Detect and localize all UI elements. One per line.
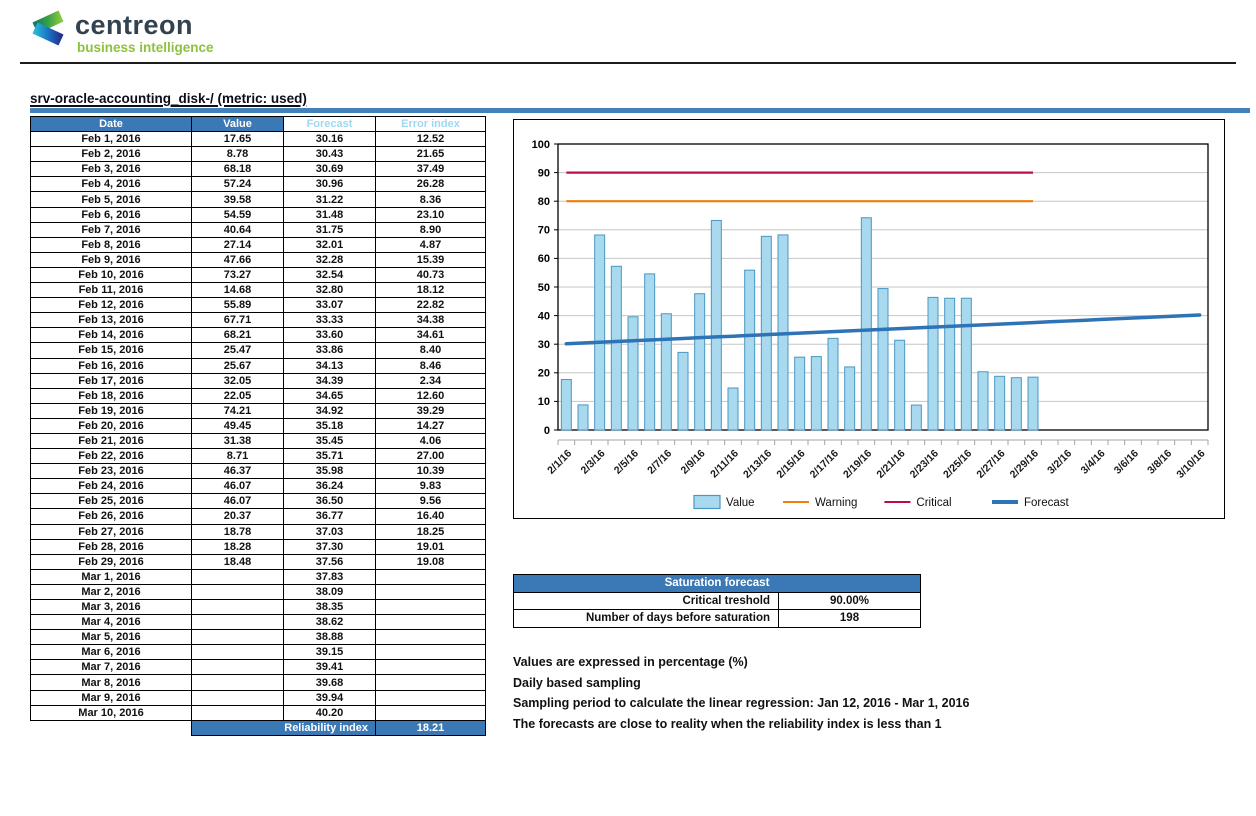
table-row [31, 630, 486, 645]
svg-text:3/6/16: 3/6/16 [1111, 447, 1141, 477]
forecast-cell: 36.77 [284, 509, 376, 524]
date-cell: Mar 5, 2016 [31, 630, 192, 645]
svg-text:40: 40 [537, 310, 550, 323]
date-cell: Mar 7, 2016 [31, 660, 192, 675]
value-cell: 68.21 [192, 328, 284, 343]
bar [945, 298, 955, 430]
value-cell [192, 615, 284, 630]
table-row [31, 147, 486, 162]
error-cell: 19.01 [376, 539, 486, 554]
value-cell [192, 600, 284, 615]
table-row [31, 554, 486, 569]
value-cell [192, 705, 284, 720]
svg-text:2/9/16: 2/9/16 [678, 447, 708, 477]
forecast-cell: 30.43 [284, 147, 376, 162]
page-title: srv-oracle-accounting_disk-/ (metric: used) [30, 91, 307, 106]
svg-text:2/17/16: 2/17/16 [807, 447, 841, 481]
date-cell: Feb 25, 2016 [31, 494, 192, 509]
table-row [31, 705, 486, 720]
svg-text:2/19/16: 2/19/16 [841, 447, 875, 481]
bar [611, 266, 621, 430]
value-cell: 67.71 [192, 313, 284, 328]
legend-swatch-value [694, 496, 720, 509]
date-cell: Feb 5, 2016 [31, 192, 192, 207]
svg-text:2/13/16: 2/13/16 [741, 447, 775, 481]
bar [728, 388, 738, 430]
error-cell: 2.34 [376, 373, 486, 388]
svg-text:2/3/16: 2/3/16 [578, 447, 608, 477]
svg-text:2/5/16: 2/5/16 [611, 447, 641, 477]
error-cell: 14.27 [376, 418, 486, 433]
table-row [31, 433, 486, 448]
value-cell: 22.05 [192, 388, 284, 403]
date-cell: Mar 10, 2016 [31, 705, 192, 720]
table-row [31, 675, 486, 690]
table-row [31, 177, 486, 192]
table-row [31, 449, 486, 464]
table-row [31, 132, 486, 147]
error-cell: 27.00 [376, 449, 486, 464]
table-row [31, 252, 486, 267]
date-cell: Feb 14, 2016 [31, 328, 192, 343]
table-row [31, 192, 486, 207]
footer-spacer [31, 720, 192, 735]
bar [861, 218, 871, 430]
value-cell: 31.38 [192, 433, 284, 448]
error-cell: 8.40 [376, 343, 486, 358]
bar [895, 340, 905, 430]
date-cell: Feb 21, 2016 [31, 433, 192, 448]
date-cell: Feb 17, 2016 [31, 373, 192, 388]
forecast-cell: 37.30 [284, 539, 376, 554]
header-forecast: Forecast [284, 117, 376, 132]
date-cell: Feb 12, 2016 [31, 298, 192, 313]
forecast-cell: 34.92 [284, 403, 376, 418]
forecast-cell: 38.62 [284, 615, 376, 630]
legend-label: Warning [815, 497, 858, 509]
error-cell: 39.29 [376, 403, 486, 418]
svg-text:60: 60 [537, 253, 550, 266]
svg-text:2/21/16: 2/21/16 [874, 447, 908, 481]
svg-text:2/25/16: 2/25/16 [941, 447, 975, 481]
forecast-cell: 38.09 [284, 584, 376, 599]
forecast-cell: 30.69 [284, 162, 376, 177]
svg-text:2/23/16: 2/23/16 [907, 447, 941, 481]
forecast-cell: 35.71 [284, 449, 376, 464]
title-divider [30, 108, 1250, 113]
error-cell: 8.46 [376, 358, 486, 373]
days-before-saturation-value: 198 [779, 610, 921, 628]
date-cell: Feb 10, 2016 [31, 267, 192, 282]
forecast-cell: 33.60 [284, 328, 376, 343]
date-cell: Mar 4, 2016 [31, 615, 192, 630]
date-cell: Feb 3, 2016 [31, 162, 192, 177]
bar [828, 338, 838, 430]
forecast-cell: 36.50 [284, 494, 376, 509]
forecast-cell: 39.15 [284, 645, 376, 660]
value-cell: 18.48 [192, 554, 284, 569]
bar [978, 372, 988, 430]
header-divider [20, 62, 1236, 64]
date-cell: Feb 29, 2016 [31, 554, 192, 569]
value-cell [192, 584, 284, 599]
date-cell: Mar 2, 2016 [31, 584, 192, 599]
table-row [31, 388, 486, 403]
error-cell: 40.73 [376, 267, 486, 282]
svg-text:20: 20 [537, 367, 550, 380]
date-cell: Feb 27, 2016 [31, 524, 192, 539]
error-cell: 15.39 [376, 252, 486, 267]
date-cell: Feb 19, 2016 [31, 403, 192, 418]
value-cell: 18.28 [192, 539, 284, 554]
error-cell: 4.06 [376, 433, 486, 448]
legend-label: Value [726, 497, 755, 509]
table-row [31, 162, 486, 177]
critical-threshold-label: Critical treshold [514, 592, 779, 610]
data-table-body [31, 132, 486, 721]
table-row [31, 207, 486, 222]
chart-legend [694, 496, 1070, 510]
table-row [31, 222, 486, 237]
legend-label: Critical [916, 497, 952, 509]
error-cell: 9.83 [376, 479, 486, 494]
y-axis [532, 139, 558, 437]
value-cell [192, 675, 284, 690]
error-cell: 18.12 [376, 283, 486, 298]
centreon-logo [22, 8, 214, 55]
table-row [31, 237, 486, 252]
svg-text:2/29/16: 2/29/16 [1007, 447, 1041, 481]
forecast-cell: 35.45 [284, 433, 376, 448]
bar [811, 357, 821, 430]
forecast-cell: 33.33 [284, 313, 376, 328]
table-row [31, 267, 486, 282]
centreon-logo-icon [22, 8, 66, 48]
value-cell [192, 630, 284, 645]
date-cell: Feb 20, 2016 [31, 418, 192, 433]
table-header-row [31, 117, 486, 132]
value-cell [192, 645, 284, 660]
date-cell: Feb 6, 2016 [31, 207, 192, 222]
value-cell: 55.89 [192, 298, 284, 313]
bar [1028, 377, 1038, 430]
error-cell [376, 569, 486, 584]
error-cell: 23.10 [376, 207, 486, 222]
error-cell [376, 584, 486, 599]
value-cell: 73.27 [192, 267, 284, 282]
error-cell [376, 675, 486, 690]
value-cell: 25.67 [192, 358, 284, 373]
forecast-cell: 32.80 [284, 283, 376, 298]
forecast-cell: 39.41 [284, 660, 376, 675]
svg-text:2/11/16: 2/11/16 [708, 447, 741, 481]
value-cell [192, 660, 284, 675]
error-cell [376, 600, 486, 615]
forecast-cell: 31.22 [284, 192, 376, 207]
svg-text:0: 0 [543, 424, 550, 437]
bar [678, 352, 688, 430]
value-cell: 39.58 [192, 192, 284, 207]
date-cell: Feb 7, 2016 [31, 222, 192, 237]
forecast-cell: 33.07 [284, 298, 376, 313]
date-cell: Feb 18, 2016 [31, 388, 192, 403]
table-row [31, 615, 486, 630]
value-cell: 46.07 [192, 479, 284, 494]
forecast-cell: 34.65 [284, 388, 376, 403]
forecast-cell: 32.54 [284, 267, 376, 282]
value-cell: 74.21 [192, 403, 284, 418]
note-line: Values are expressed in percentage (%) [513, 655, 748, 669]
note-line: Daily based sampling [513, 675, 641, 690]
table-row [514, 592, 921, 610]
date-cell: Feb 24, 2016 [31, 479, 192, 494]
reliability-row [31, 720, 486, 735]
svg-text:3/4/16: 3/4/16 [1078, 447, 1108, 477]
bar [711, 220, 721, 430]
x-axis [545, 440, 1208, 481]
date-cell: Mar 6, 2016 [31, 645, 192, 660]
forecast-cell: 38.88 [284, 630, 376, 645]
reliability-label: Reliability index [192, 720, 376, 735]
svg-text:30: 30 [537, 339, 550, 351]
bar [1011, 378, 1021, 430]
table-row [31, 524, 486, 539]
date-cell: Feb 13, 2016 [31, 313, 192, 328]
error-cell: 8.36 [376, 192, 486, 207]
saturation-title: Saturation forecast [514, 575, 921, 593]
table-row [31, 418, 486, 433]
value-cell: 40.64 [192, 222, 284, 237]
value-cell: 46.37 [192, 464, 284, 479]
forecast-chart-box [513, 119, 1225, 519]
bar [878, 289, 888, 430]
table-row [31, 298, 486, 313]
value-cell: 49.45 [192, 418, 284, 433]
bar [845, 367, 855, 430]
error-cell [376, 630, 486, 645]
header-value: Value [192, 117, 284, 132]
table-row [31, 509, 486, 524]
error-cell: 19.08 [376, 554, 486, 569]
table-row [31, 283, 486, 298]
error-cell: 22.82 [376, 298, 486, 313]
header-date: Date [31, 117, 192, 132]
bar [595, 235, 605, 430]
forecast-cell: 33.86 [284, 343, 376, 358]
error-cell: 16.40 [376, 509, 486, 524]
table-row [31, 373, 486, 388]
value-cell [192, 690, 284, 705]
value-cell: 8.71 [192, 449, 284, 464]
value-cell: 68.18 [192, 162, 284, 177]
forecast-cell: 34.13 [284, 358, 376, 373]
svg-text:2/1/16: 2/1/16 [545, 447, 575, 477]
value-cell: 32.05 [192, 373, 284, 388]
table-row [31, 569, 486, 584]
date-cell: Feb 9, 2016 [31, 252, 192, 267]
forecast-cell: 35.98 [284, 464, 376, 479]
table-row [31, 464, 486, 479]
legend-label: Forecast [1024, 497, 1069, 509]
svg-text:2/7/16: 2/7/16 [645, 447, 675, 477]
table-row [31, 539, 486, 554]
bar [661, 314, 671, 430]
bar [995, 376, 1005, 430]
value-cell: 47.66 [192, 252, 284, 267]
error-cell: 37.49 [376, 162, 486, 177]
note-line: Sampling period to calculate the linear regression: Jan 12, 2016 - Mar 1, 2016 [513, 696, 970, 710]
forecast-cell: 35.18 [284, 418, 376, 433]
error-cell: 9.56 [376, 494, 486, 509]
table-row [514, 610, 921, 628]
value-cell: 20.37 [192, 509, 284, 524]
date-cell: Mar 1, 2016 [31, 569, 192, 584]
bar [695, 294, 705, 430]
saturation-header-row [514, 575, 921, 593]
forecast-cell: 37.83 [284, 569, 376, 584]
error-cell: 12.60 [376, 388, 486, 403]
bar [628, 317, 638, 430]
error-cell [376, 615, 486, 630]
forecast-chart [514, 120, 1223, 517]
svg-text:70: 70 [537, 224, 550, 237]
table-row [31, 479, 486, 494]
svg-text:50: 50 [537, 281, 550, 294]
svg-text:90: 90 [537, 167, 550, 180]
value-cell: 46.07 [192, 494, 284, 509]
table-row [31, 403, 486, 418]
forecast-cell: 39.94 [284, 690, 376, 705]
bar [745, 270, 755, 430]
forecast-cell: 40.20 [284, 705, 376, 720]
svg-text:2/27/16: 2/27/16 [974, 447, 1008, 481]
error-cell: 34.61 [376, 328, 486, 343]
brand-tagline: business intelligence [77, 40, 214, 55]
bar [645, 274, 655, 430]
date-cell: Mar 9, 2016 [31, 690, 192, 705]
table-row [31, 584, 486, 599]
brand-name: centreon [75, 10, 194, 40]
error-cell: 21.65 [376, 147, 486, 162]
value-cell [192, 569, 284, 584]
date-cell: Feb 16, 2016 [31, 358, 192, 373]
svg-text:10: 10 [537, 396, 550, 409]
table-row [31, 645, 486, 660]
date-cell: Feb 22, 2016 [31, 449, 192, 464]
report-notes [513, 655, 969, 737]
table-row [31, 328, 486, 343]
date-cell: Feb 26, 2016 [31, 509, 192, 524]
note-line: The forecasts are close to reality when the reliability index is less than 1 [513, 716, 942, 731]
forecast-cell: 34.39 [284, 373, 376, 388]
date-cell: Feb 2, 2016 [31, 147, 192, 162]
table-row [31, 690, 486, 705]
date-cell: Mar 8, 2016 [31, 675, 192, 690]
error-cell: 4.87 [376, 237, 486, 252]
days-before-saturation-label: Number of days before saturation [514, 610, 779, 628]
error-cell [376, 660, 486, 675]
table-row [31, 313, 486, 328]
forecast-cell: 30.96 [284, 177, 376, 192]
value-cell: 17.65 [192, 132, 284, 147]
svg-text:100: 100 [531, 138, 550, 151]
date-cell: Mar 3, 2016 [31, 600, 192, 615]
svg-text:3/10/16: 3/10/16 [1174, 447, 1208, 481]
value-cell: 54.59 [192, 207, 284, 222]
svg-text:3/2/16: 3/2/16 [1045, 447, 1075, 477]
error-cell [376, 645, 486, 660]
value-cell: 57.24 [192, 177, 284, 192]
bar [795, 357, 805, 430]
forecast-cell: 32.01 [284, 237, 376, 252]
forecast-cell: 32.28 [284, 252, 376, 267]
forecast-cell: 37.03 [284, 524, 376, 539]
value-cell: 8.78 [192, 147, 284, 162]
forecast-cell: 31.75 [284, 222, 376, 237]
forecast-cell: 39.68 [284, 675, 376, 690]
header-error: Error index [376, 117, 486, 132]
critical-threshold-value: 90.00% [779, 592, 921, 610]
forecast-cell: 31.48 [284, 207, 376, 222]
forecast-cell: 38.35 [284, 600, 376, 615]
bar [578, 405, 588, 430]
forecast-cell: 30.16 [284, 132, 376, 147]
date-cell: Feb 1, 2016 [31, 132, 192, 147]
svg-text:80: 80 [537, 196, 550, 208]
value-cell: 27.14 [192, 237, 284, 252]
date-cell: Feb 15, 2016 [31, 343, 192, 358]
svg-text:3/8/16: 3/8/16 [1145, 447, 1175, 477]
error-cell: 26.28 [376, 177, 486, 192]
saturation-forecast-table [513, 574, 921, 628]
table-row [31, 600, 486, 615]
forecast-cell: 36.24 [284, 479, 376, 494]
table-row [31, 660, 486, 675]
bar [928, 297, 938, 430]
error-cell: 18.25 [376, 524, 486, 539]
date-cell: Feb 23, 2016 [31, 464, 192, 479]
bar [911, 405, 921, 430]
value-cell: 25.47 [192, 343, 284, 358]
value-cell: 18.78 [192, 524, 284, 539]
date-cell: Feb 11, 2016 [31, 283, 192, 298]
svg-text:2/15/16: 2/15/16 [774, 447, 808, 481]
error-cell: 12.52 [376, 132, 486, 147]
date-cell: Feb 4, 2016 [31, 177, 192, 192]
error-cell: 8.90 [376, 222, 486, 237]
error-cell [376, 705, 486, 720]
error-cell: 10.39 [376, 464, 486, 479]
table-row [31, 358, 486, 373]
error-cell [376, 690, 486, 705]
date-cell: Feb 8, 2016 [31, 237, 192, 252]
forecast-data-table [30, 116, 486, 736]
reliability-value: 18.21 [376, 720, 486, 735]
value-cell: 14.68 [192, 283, 284, 298]
forecast-cell: 37.56 [284, 554, 376, 569]
bar [961, 298, 971, 430]
error-cell: 34.38 [376, 313, 486, 328]
date-cell: Feb 28, 2016 [31, 539, 192, 554]
table-row [31, 343, 486, 358]
bar [561, 380, 571, 430]
table-row [31, 494, 486, 509]
